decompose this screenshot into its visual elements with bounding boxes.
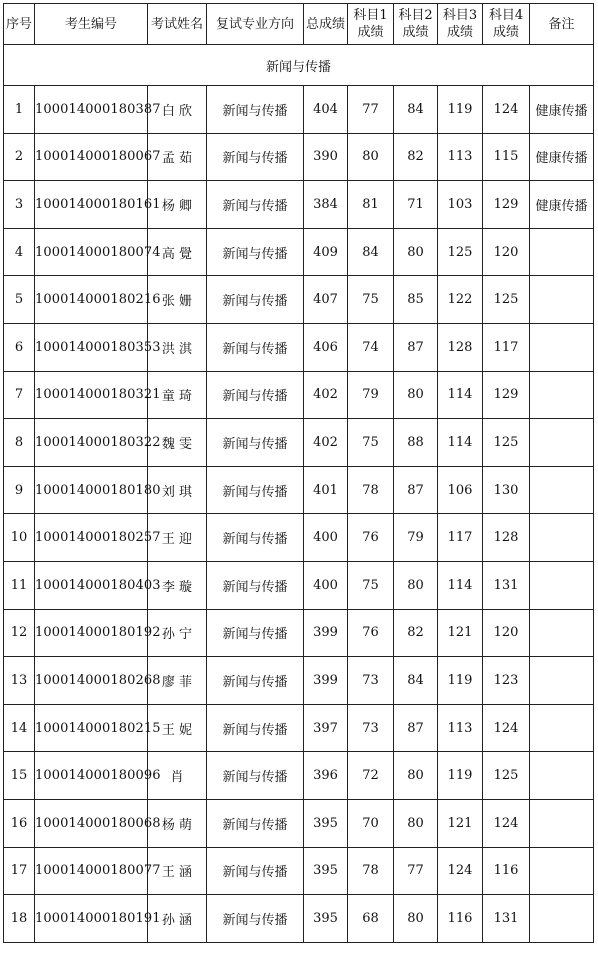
cell-subject-2: 80	[394, 799, 438, 847]
cell-total: 402	[304, 419, 348, 467]
cell-subject-1: 68	[348, 895, 394, 943]
cell-name: 张 姗	[148, 276, 207, 324]
cell-candidate-id: 100014000180192	[35, 609, 148, 657]
table-row	[4, 561, 594, 609]
header-subject-3: 科目3成绩	[438, 4, 483, 45]
cell-note	[530, 276, 594, 324]
cell-name: 孙 涵	[148, 895, 207, 943]
cell-note: 健康传播	[530, 86, 594, 134]
cell-note	[530, 657, 594, 705]
header-subject-2: 科目2成绩	[394, 4, 438, 45]
cell-total: 397	[304, 704, 348, 752]
cell-subject-3: 121	[438, 799, 483, 847]
cell-candidate-id: 100014000180067	[35, 133, 148, 181]
cell-subject-4: 131	[483, 895, 530, 943]
cell-subject-1: 73	[348, 657, 394, 705]
cell-subject-1: 78	[348, 466, 394, 514]
cell-total: 396	[304, 752, 348, 800]
cell-name: 孙 宁	[148, 609, 207, 657]
cell-name: 童 琦	[148, 371, 207, 419]
cell-subject-3: 113	[438, 704, 483, 752]
cell-total: 400	[304, 561, 348, 609]
cell-subject-1: 78	[348, 847, 394, 895]
cell-subject-3: 114	[438, 371, 483, 419]
table-row	[4, 609, 594, 657]
cell-subject-3: 119	[438, 657, 483, 705]
cell-subject-1: 74	[348, 323, 394, 371]
cell-index: 7	[4, 371, 35, 419]
cell-candidate-id: 100014000180074	[35, 228, 148, 276]
cell-major: 新闻与传播	[207, 86, 304, 134]
cell-candidate-id: 100014000180077	[35, 847, 148, 895]
header-index: 序号	[4, 4, 35, 45]
cell-subject-4: 124	[483, 799, 530, 847]
cell-name: 洪 淇	[148, 323, 207, 371]
cell-candidate-id: 100014000180096	[35, 752, 148, 800]
cell-subject-3: 128	[438, 323, 483, 371]
cell-subject-4: 120	[483, 609, 530, 657]
cell-name: 刘 琪	[148, 466, 207, 514]
header-subject-1: 科目1成绩	[348, 4, 394, 45]
cell-major: 新闻与传播	[207, 181, 304, 229]
cell-major: 新闻与传播	[207, 133, 304, 181]
cell-candidate-id: 100014000180321	[35, 371, 148, 419]
cell-subject-2: 80	[394, 561, 438, 609]
cell-subject-3: 106	[438, 466, 483, 514]
cell-subject-3: 119	[438, 86, 483, 134]
cell-subject-2: 87	[394, 704, 438, 752]
cell-index: 1	[4, 86, 35, 134]
cell-subject-1: 76	[348, 514, 394, 562]
cell-total: 395	[304, 799, 348, 847]
cell-total: 407	[304, 276, 348, 324]
cell-major: 新闻与传播	[207, 276, 304, 324]
cell-total: 404	[304, 86, 348, 134]
cell-subject-2: 71	[394, 181, 438, 229]
cell-name: 王 妮	[148, 704, 207, 752]
cell-index: 8	[4, 419, 35, 467]
table-row	[4, 466, 594, 514]
cell-name: 魏 雯	[148, 419, 207, 467]
cell-name: 孟 茹	[148, 133, 207, 181]
cell-subject-4: 125	[483, 419, 530, 467]
cell-major: 新闻与传播	[207, 704, 304, 752]
cell-subject-4: 120	[483, 228, 530, 276]
cell-candidate-id: 100014000180161	[35, 181, 148, 229]
cell-index: 9	[4, 466, 35, 514]
cell-subject-3: 117	[438, 514, 483, 562]
table-row	[4, 704, 594, 752]
cell-index: 13	[4, 657, 35, 705]
cell-index: 2	[4, 133, 35, 181]
cell-candidate-id: 100014000180068	[35, 799, 148, 847]
cell-subject-3: 114	[438, 561, 483, 609]
cell-major: 新闻与传播	[207, 609, 304, 657]
table-row	[4, 657, 594, 705]
cell-note	[530, 323, 594, 371]
cell-total: 402	[304, 371, 348, 419]
cell-major: 新闻与传播	[207, 514, 304, 562]
header-note: 备注	[530, 4, 594, 45]
cell-index: 6	[4, 323, 35, 371]
cell-subject-1: 76	[348, 609, 394, 657]
table-row	[4, 514, 594, 562]
header-subject-4: 科目4成绩	[483, 4, 530, 45]
cell-candidate-id: 100014000180216	[35, 276, 148, 324]
table-row	[4, 133, 594, 181]
cell-name: 杨 卿	[148, 181, 207, 229]
table-row	[4, 323, 594, 371]
cell-index: 10	[4, 514, 35, 562]
cell-subject-4: 125	[483, 276, 530, 324]
cell-note	[530, 704, 594, 752]
cell-subject-3: 121	[438, 609, 483, 657]
header-major: 复试专业方向	[207, 4, 304, 45]
cell-name: 肖	[148, 752, 207, 800]
cell-total: 406	[304, 323, 348, 371]
cell-subject-2: 82	[394, 609, 438, 657]
cell-subject-2: 80	[394, 752, 438, 800]
table-row	[4, 799, 594, 847]
cell-total: 390	[304, 133, 348, 181]
cell-subject-4: 130	[483, 466, 530, 514]
cell-candidate-id: 100014000180387	[35, 86, 148, 134]
cell-major: 新闻与传播	[207, 371, 304, 419]
cell-subject-3: 125	[438, 228, 483, 276]
cell-subject-4: 131	[483, 561, 530, 609]
cell-total: 399	[304, 657, 348, 705]
cell-subject-4: 116	[483, 847, 530, 895]
table-row	[4, 86, 594, 134]
table-row	[4, 419, 594, 467]
cell-total: 401	[304, 466, 348, 514]
cell-major: 新闻与传播	[207, 419, 304, 467]
group-label: 新闻与传播	[4, 45, 594, 86]
cell-subject-3: 122	[438, 276, 483, 324]
cell-candidate-id: 100014000180257	[35, 514, 148, 562]
cell-note	[530, 799, 594, 847]
header-candidate-id: 考生编号	[35, 4, 148, 45]
cell-subject-4: 129	[483, 371, 530, 419]
table-row	[4, 276, 594, 324]
cell-subject-4: 123	[483, 657, 530, 705]
cell-subject-3: 116	[438, 895, 483, 943]
cell-total: 395	[304, 847, 348, 895]
cell-note	[530, 752, 594, 800]
cell-subject-1: 77	[348, 86, 394, 134]
cell-note	[530, 419, 594, 467]
cell-total: 395	[304, 895, 348, 943]
cell-major: 新闻与传播	[207, 847, 304, 895]
cell-subject-2: 80	[394, 371, 438, 419]
cell-note	[530, 514, 594, 562]
cell-subject-1: 79	[348, 371, 394, 419]
cell-index: 5	[4, 276, 35, 324]
cell-major: 新闻与传播	[207, 799, 304, 847]
cell-subject-2: 85	[394, 276, 438, 324]
cell-subject-3: 114	[438, 419, 483, 467]
cell-subject-1: 80	[348, 133, 394, 181]
cell-name: 白 欣	[148, 86, 207, 134]
cell-subject-2: 88	[394, 419, 438, 467]
cell-index: 3	[4, 181, 35, 229]
cell-total: 409	[304, 228, 348, 276]
cell-subject-4: 115	[483, 133, 530, 181]
cell-note	[530, 895, 594, 943]
cell-subject-1: 75	[348, 419, 394, 467]
cell-note	[530, 847, 594, 895]
cell-subject-1: 70	[348, 799, 394, 847]
cell-subject-3: 113	[438, 133, 483, 181]
cell-candidate-id: 100014000180353	[35, 323, 148, 371]
header-row	[4, 4, 594, 45]
cell-note	[530, 371, 594, 419]
cell-note	[530, 609, 594, 657]
cell-major: 新闻与传播	[207, 228, 304, 276]
cell-major: 新闻与传播	[207, 895, 304, 943]
table-row	[4, 752, 594, 800]
cell-subject-4: 125	[483, 752, 530, 800]
cell-index: 15	[4, 752, 35, 800]
cell-note: 健康传播	[530, 181, 594, 229]
cell-subject-3: 124	[438, 847, 483, 895]
cell-subject-2: 87	[394, 466, 438, 514]
cell-subject-2: 80	[394, 895, 438, 943]
cell-subject-4: 128	[483, 514, 530, 562]
header-total: 总成绩	[304, 4, 348, 45]
cell-subject-2: 84	[394, 86, 438, 134]
cell-name: 王 迎	[148, 514, 207, 562]
cell-note	[530, 228, 594, 276]
cell-total: 399	[304, 609, 348, 657]
table-row	[4, 228, 594, 276]
cell-subject-2: 77	[394, 847, 438, 895]
cell-index: 14	[4, 704, 35, 752]
table-row	[4, 847, 594, 895]
cell-major: 新闻与传播	[207, 752, 304, 800]
cell-subject-1: 73	[348, 704, 394, 752]
cell-subject-2: 82	[394, 133, 438, 181]
cell-subject-1: 81	[348, 181, 394, 229]
score-table	[3, 3, 594, 943]
cell-index: 18	[4, 895, 35, 943]
cell-major: 新闻与传播	[207, 466, 304, 514]
cell-subject-4: 117	[483, 323, 530, 371]
cell-candidate-id: 100014000180191	[35, 895, 148, 943]
cell-name: 王 涵	[148, 847, 207, 895]
cell-subject-4: 124	[483, 86, 530, 134]
group-row	[4, 45, 594, 86]
cell-index: 17	[4, 847, 35, 895]
cell-subject-2: 80	[394, 228, 438, 276]
cell-subject-2: 87	[394, 323, 438, 371]
cell-subject-1: 84	[348, 228, 394, 276]
cell-note: 健康传播	[530, 133, 594, 181]
cell-candidate-id: 100014000180215	[35, 704, 148, 752]
cell-major: 新闻与传播	[207, 561, 304, 609]
cell-subject-1: 72	[348, 752, 394, 800]
cell-subject-2: 79	[394, 514, 438, 562]
cell-subject-1: 75	[348, 561, 394, 609]
table-row	[4, 181, 594, 229]
cell-subject-3: 119	[438, 752, 483, 800]
cell-name: 廖 菲	[148, 657, 207, 705]
cell-candidate-id: 100014000180403	[35, 561, 148, 609]
cell-candidate-id: 100014000180180	[35, 466, 148, 514]
cell-name: 李 璇	[148, 561, 207, 609]
header-name: 考试姓名	[148, 4, 207, 45]
cell-major: 新闻与传播	[207, 323, 304, 371]
cell-index: 11	[4, 561, 35, 609]
cell-total: 400	[304, 514, 348, 562]
cell-note	[530, 561, 594, 609]
cell-candidate-id: 100014000180268	[35, 657, 148, 705]
cell-note	[530, 466, 594, 514]
cell-subject-2: 84	[394, 657, 438, 705]
cell-total: 384	[304, 181, 348, 229]
cell-major: 新闻与传播	[207, 657, 304, 705]
cell-index: 4	[4, 228, 35, 276]
cell-index: 16	[4, 799, 35, 847]
cell-subject-3: 103	[438, 181, 483, 229]
cell-name: 高 覺	[148, 228, 207, 276]
table-row	[4, 371, 594, 419]
cell-index: 12	[4, 609, 35, 657]
table-row	[4, 895, 594, 943]
cell-candidate-id: 100014000180322	[35, 419, 148, 467]
cell-subject-4: 124	[483, 704, 530, 752]
cell-subject-1: 75	[348, 276, 394, 324]
cell-subject-4: 129	[483, 181, 530, 229]
cell-name: 杨 萌	[148, 799, 207, 847]
